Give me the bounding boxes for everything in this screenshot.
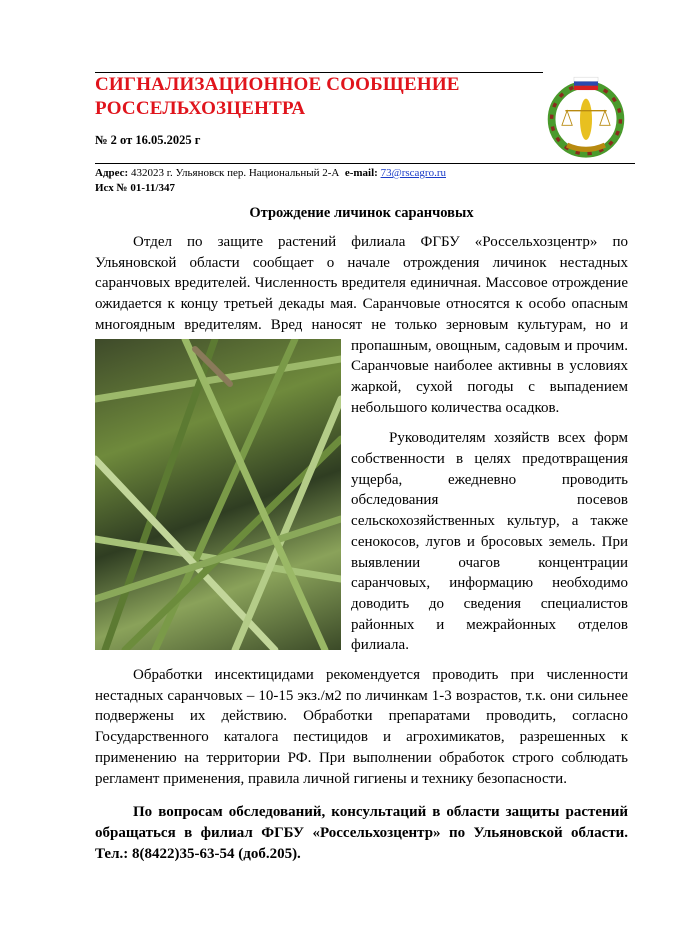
rosselkhozcenter-logo: [543, 72, 629, 158]
locust-larva-photo: [95, 339, 341, 650]
title-line-2: РОССЕЛЬХОЗЦЕНТРА: [95, 98, 306, 119]
outgoing-reference: Исх № 01-11/347: [95, 182, 175, 194]
paragraph-treatment: Обработки инсектицидами рекомендуется проводить при численности нестадных саранчовых – 10-15 экз./м2 по личинкам 1-3 возрастов, т.к. они сильнее подвержены их действию. Обработки препаратами проводить, согласно Государственного каталога пестицидов и агрохимикатов, разрешенных к применению на территории РФ. При выполнении обработок строго соблюдать регламент применения, правила личной гигиены и технику безопасности.: [95, 667, 628, 787]
address-rule: [95, 163, 635, 164]
address-value: 432023 г. Ульяновск пер. Национальный 2-А: [130, 167, 340, 179]
paragraph-recommendations: Руководителям хозяйств всех форм собственности в целях предотвращения ущерба, ежедневно проводить обследования посевов сельскохозяйственных культур, а также сенокосов, лугов и бросовых земель. При выявлении очагов концентрации саранчовых, информацию необходимо доводить до сведения специалистов районных и межрайонных отделов филиала.: [351, 430, 628, 654]
contact-info: По вопросам обследований, консультаций в области защиты растений обращаться в филиал ФГБУ «Россельхозцентр» по Ульяновской области. Тел.: 8(8422)35-63-54 (доб.205).: [95, 804, 628, 862]
email-link[interactable]: 73@rscagro.ru: [380, 167, 446, 179]
subject-heading: Отрождение личинок саранчовых: [249, 205, 474, 221]
title-line-1: СИГНАЛИЗАЦИОННОЕ СООБЩЕНИЕ: [95, 74, 460, 95]
address-label: Адрес:: [95, 167, 129, 179]
document-body: [95, 232, 628, 864]
address-block: [95, 166, 446, 196]
document-title: [95, 73, 460, 121]
message-number: № 2 от 16.05.2025 г: [95, 133, 201, 147]
email-label: e-mail:: [344, 167, 378, 179]
paragraph-intro: Отдел по защите растений филиала ФГБУ «Россельхозцентр» по Ульяновской области сообщает о начале отрождения личинок нестадных саранчовых вредителей. Численность вредителя единичная. Массовое отрождение ожидается к концу третьей декады мая. Саранчовые относятся к особо опасным многоядным вредителям. Вред наносят не только зерновым культурам, но и пропашным, овощным, садовым и прочим. Саранчовые наиболее активны в условиях жаркой, сухой погоды с выпадением небольшого количества осадков.: [95, 232, 628, 418]
